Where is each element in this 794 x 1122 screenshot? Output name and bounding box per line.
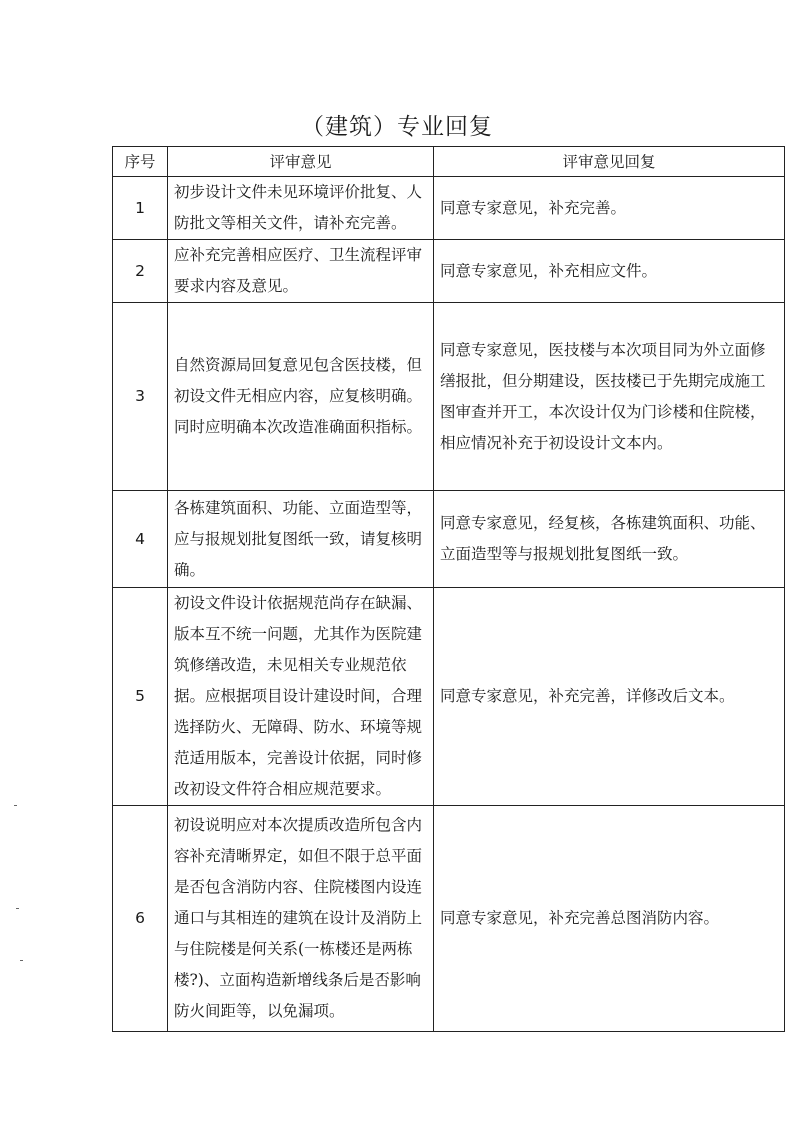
header-opinion-reply: 评审意见回复 — [434, 147, 785, 177]
table-row — [113, 806, 785, 1032]
scan-speck — [16, 908, 19, 909]
opinion-reply-cell: 同意专家意见，补充完善，详修改后文本。 — [434, 588, 785, 806]
review-opinion-cell: 初设文件设计依据规范尚存在缺漏、版本互不统一问题，尤其作为医院建筑修缮改造，未见相关专业规范依据。应根据项目设计建设时间，合理选择防火、无障碍、防水、环境等规范适用版本，完善设计依据，同时修改初设文件符合相应规范要求。 — [168, 588, 434, 806]
review-opinion-cell: 各栋建筑面积、功能、立面造型等，应与报规划批复图纸一致，请复核明确。 — [168, 491, 434, 588]
table-row — [113, 491, 785, 588]
header-serial-number: 序号 — [113, 147, 168, 177]
opinion-reply-cell: 同意专家意见，经复核，各栋建筑面积、功能、立面造型等与报规划批复图纸一致。 — [434, 491, 785, 588]
review-table — [112, 146, 785, 1032]
table-row — [113, 303, 785, 491]
row-number: 3 — [113, 303, 168, 491]
table-row — [113, 588, 785, 806]
table-header-row — [113, 147, 785, 177]
review-opinion-cell: 初设说明应对本次提质改造所包含内容补充清晰界定，如但不限于总平面是否包含消防内容、住院楼图内设连通口与其相连的建筑在设计及消防上与住院楼是何关系(一栋楼还是两栋楼?)、立面构造新增线条后是否影响防火间距等，以免漏项。 — [168, 806, 434, 1032]
header-review-opinion: 评审意见 — [168, 147, 434, 177]
opinion-reply-cell: 同意专家意见，补充相应文件。 — [434, 240, 785, 303]
scan-speck — [20, 960, 23, 961]
table-row — [113, 177, 785, 240]
review-opinion-cell: 初步设计文件未见环境评价批复、人防批文等相关文件，请补充完善。 — [168, 177, 434, 240]
opinion-reply-cell: 同意专家意见，补充完善。 — [434, 177, 785, 240]
row-number: 4 — [113, 491, 168, 588]
opinion-reply-cell: 同意专家意见，医技楼与本次项目同为外立面修缮报批，但分期建设，医技楼已于先期完成施工图审查并开工，本次设计仅为门诊楼和住院楼，相应情况补充于初设设计文本内。 — [434, 303, 785, 491]
opinion-reply-cell: 同意专家意见，补充完善总图消防内容。 — [434, 806, 785, 1032]
row-number: 2 — [113, 240, 168, 303]
scan-speck — [14, 805, 17, 806]
review-opinion-cell: 自然资源局回复意见包含医技楼，但初设文件无相应内容，应复核明确。同时应明确本次改造准确面积指标。 — [168, 303, 434, 491]
row-number: 1 — [113, 177, 168, 240]
review-opinion-cell: 应补充完善相应医疗、卫生流程评审要求内容及意见。 — [168, 240, 434, 303]
table-row — [113, 240, 785, 303]
page-title: （建筑）专业回复 — [301, 114, 493, 140]
row-number: 5 — [113, 588, 168, 806]
row-number: 6 — [113, 806, 168, 1032]
